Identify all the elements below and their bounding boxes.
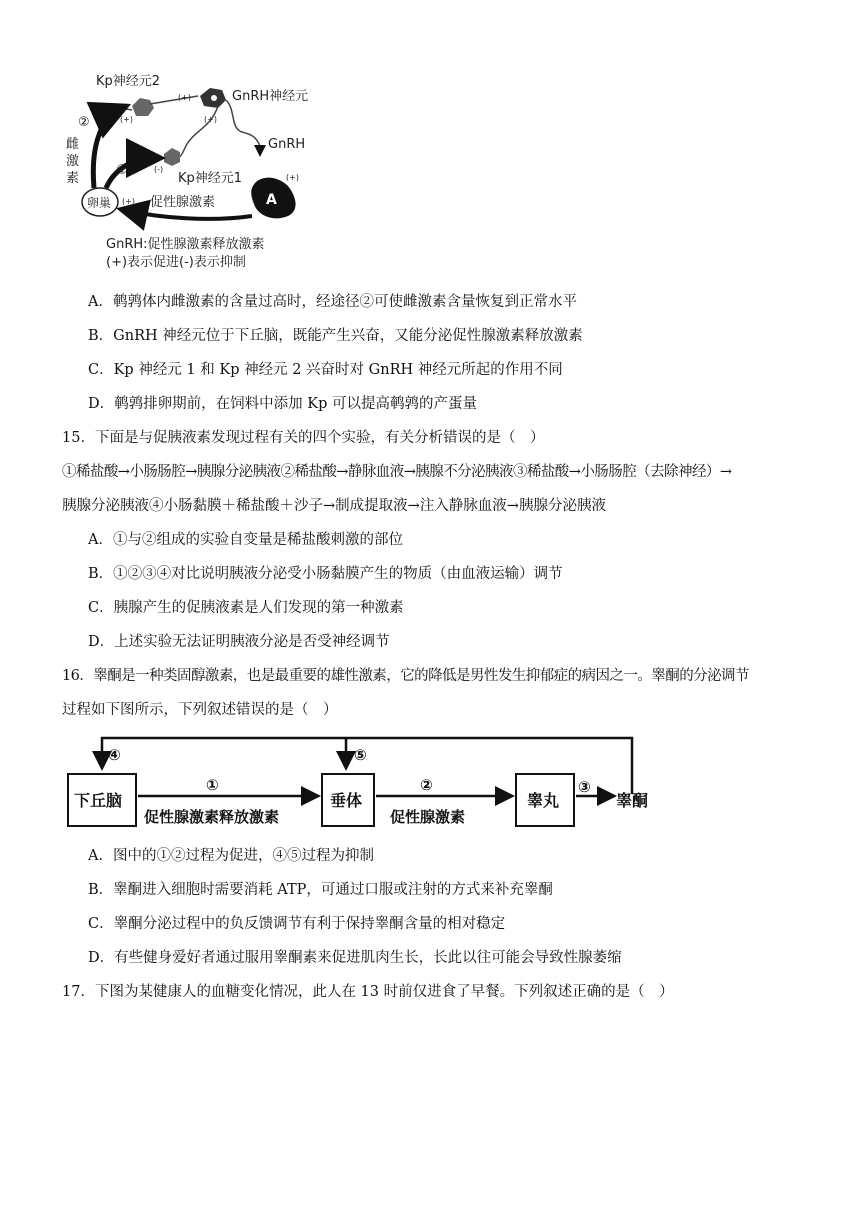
q14-option-b: B．GnRH 神经元位于下丘脑，既能产生兴奋，又能分泌促性腺激素释放激素 — [88, 328, 583, 344]
q15-stem: 15．下面是与促胰液素发现过程有关的四个实验，有关分析错误的是（ ） — [62, 430, 545, 446]
gonadotropin-arrow — [124, 210, 252, 219]
q17-stem: 17．下图为某健康人的血糖变化情况，此人在 13 时前仅进食了早餐。下列叙述正确的是（ ） — [62, 984, 674, 1000]
pathway-2-label: ② — [78, 115, 90, 130]
kp-neuron-1-cell — [164, 148, 180, 166]
label-3: ③ — [578, 778, 591, 796]
testosterone-label: 睾酮 — [616, 791, 649, 810]
gland-a-label: A — [266, 192, 277, 208]
estrogen-char-1: 雌 — [66, 137, 80, 152]
q15-option-c: C．胰腺产生的促胰液素是人们发现的第一种激素 — [88, 600, 404, 616]
estrogen-char-2: 激 — [66, 154, 80, 169]
gonadotropin-label: 促性腺激素 — [150, 195, 216, 210]
q15-experiments-line-2: 胰腺分泌胰液④小肠黏膜＋稀盐酸＋沙子→制成提取液→注入静脉血液→胰腺分泌胰液 — [62, 498, 606, 514]
ovary-label: 卵巢 — [87, 196, 112, 210]
q16-stem-line-2: 过程如下图所示，下列叙述错误的是（ ） — [62, 702, 338, 718]
pathway-1-label: ① — [116, 163, 128, 178]
q14-option-d: D．鹌鹑排卵期前，在饲料中添加 Kp 可以提高鹌鹑的产蛋量 — [88, 396, 477, 412]
estrogen-char-3: 素 — [66, 171, 80, 186]
figure-legend-line-1: GnRH:促性腺激素释放激素 — [106, 237, 265, 252]
q15-option-d: D．上述实验无法证明胰液分泌是否受神经调节 — [88, 634, 390, 650]
pituitary-label: 垂体 — [330, 791, 363, 810]
label-4: ④ — [108, 746, 121, 764]
testosterone-regulation-diagram — [60, 730, 670, 836]
q16-option-d: D．有些健身爱好者通过服用睾酮素来促进肌肉生长，长此以往可能会导致性腺萎缩 — [88, 950, 622, 966]
testis-label: 睾丸 — [527, 791, 560, 810]
q16-option-a: A．图中的①②过程为促进，④⑤过程为抑制 — [88, 848, 374, 864]
q16-option-c: C．睾酮分泌过程中的负反馈调节有利于保持睾酮含量的相对稳定 — [88, 916, 506, 932]
plus-mark: (+) — [122, 197, 135, 206]
gnrh-neuron-label: GnRH神经元 — [232, 89, 309, 104]
gnrh-label: GnRH — [268, 137, 306, 152]
q14-option-a: A．鹌鹑体内雌激素的含量过高时，经途径②可使雌激素含量恢复到正常水平 — [88, 294, 577, 310]
kp-neuron-2-cell — [132, 98, 154, 116]
kp-neuron-1-label: Kp神经元1 — [178, 171, 243, 186]
label-2: ② — [420, 776, 433, 794]
pathway-1-arrow — [106, 158, 156, 188]
hypothalamus-label: 下丘脑 — [74, 791, 123, 810]
plus-mark: (+) — [178, 93, 191, 102]
gnrh-process-label: 促性腺激素释放激素 — [144, 808, 280, 826]
q15-experiments-line-1: ①稀盐酸→小肠肠腔→胰腺分泌胰液②稀盐酸→静脉血液→胰腺不分泌胰液③稀盐酸→小肠肠腔（去除神经）→ — [62, 464, 732, 480]
plus-mark: (+) — [204, 115, 217, 124]
q15-option-a: A．①与②组成的实验自变量是稀盐酸刺激的部位 — [88, 532, 403, 548]
plus-mark: (+) — [120, 115, 133, 124]
label-5: ⑤ — [354, 746, 367, 764]
label-1: ① — [206, 776, 219, 794]
q14-option-c: C．Kp 神经元 1 和 Kp 神经元 2 兴奋时对 GnRH 神经元所起的作用不同 — [88, 362, 563, 378]
minus-mark: (-) — [154, 165, 164, 174]
q16-option-b: B．睾酮进入细胞时需要消耗 ATP，可通过口服或注射的方式来补充睾酮 — [88, 882, 553, 898]
kp-gnrh-regulation-diagram — [60, 70, 340, 280]
plus-mark: (+) — [286, 173, 299, 182]
kp-neuron-2-label: Kp神经元2 — [96, 74, 161, 89]
q16-stem-line-1: 16．睾酮是一种类固醇激素，也是最重要的雄性激素，它的降低是男性发生抑郁症的病因之一。睾酮的分泌调节 — [62, 668, 749, 684]
figure-legend-line-2: (+)表示促进(-)表示抑制 — [106, 255, 246, 270]
q15-option-b: B．①②③④对比说明胰液分泌受小肠黏膜产生的物质（由血液运输）调节 — [88, 566, 563, 582]
gonadotropin-process-label: 促性腺激素 — [390, 808, 466, 826]
